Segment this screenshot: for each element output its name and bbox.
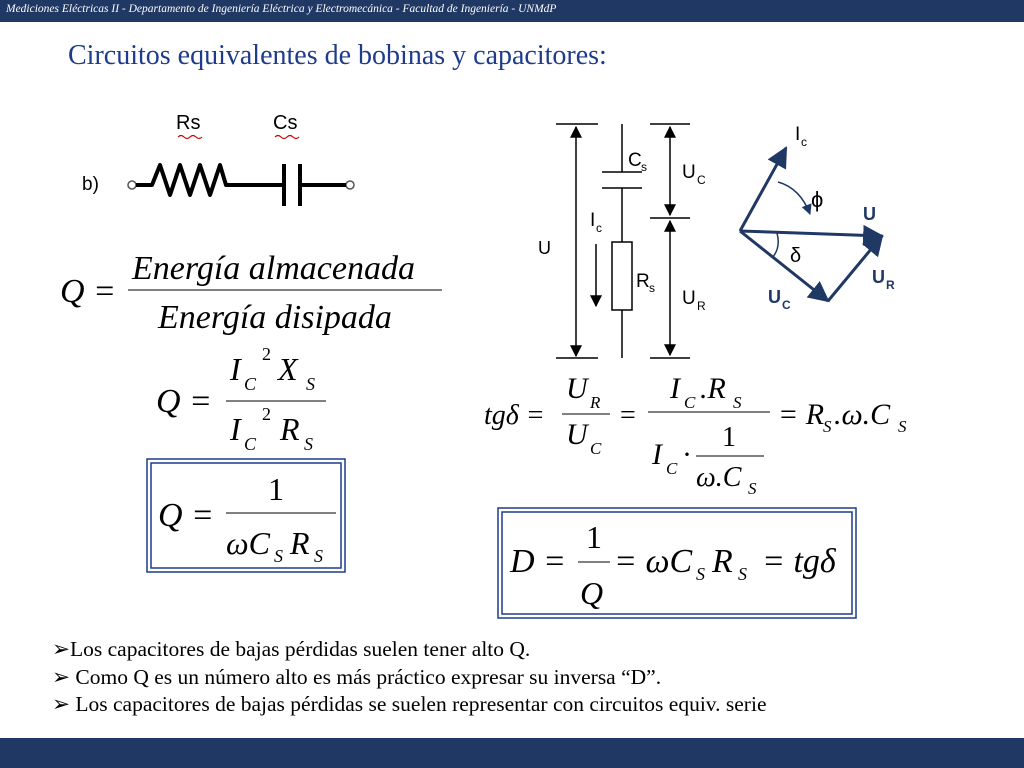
rs-underline: [178, 136, 202, 139]
circuit-label-rs: Rs: [176, 112, 201, 134]
eq2-den-sup: 2: [262, 404, 271, 424]
eq2-num-x: X: [278, 351, 298, 387]
eq4-frac1-den-sub: C: [590, 439, 602, 458]
label-uc-sub: C: [697, 173, 706, 187]
page-title: Circuitos equivalentes de bobinas y capacitores:: [68, 40, 607, 71]
footer-bar: [0, 738, 1024, 768]
eq3-den-omega: ωC: [226, 525, 270, 561]
phasor-uc: [740, 231, 828, 301]
phasor-label-phi: ϕ: [811, 187, 824, 212]
eq4-frac1-num-sub: R: [590, 393, 601, 412]
label-ur-sub: R: [697, 299, 706, 313]
resistor-box: [612, 242, 632, 310]
bullet-text: Los capacitores de bajas pérdidas se suelen representar con circuitos equiv. serie: [75, 692, 767, 716]
eq5-frac-den: Q: [580, 575, 604, 611]
phasor-label-ur-sub: R: [886, 278, 895, 292]
eq4-frac2-den-frac-den-sub: S: [748, 479, 757, 498]
bullet-text: Los capacitores de bajas pérdidas suelen tener alto Q.: [70, 637, 531, 661]
eq5-frac-num: 1: [586, 519, 602, 555]
eq1-lhs: Q =: [60, 273, 116, 310]
eq5-r: R: [712, 543, 733, 580]
eq4-frac2-num-sub: C: [684, 393, 696, 412]
eq4-frac2-den-frac-den: ω.C: [696, 462, 742, 493]
eq2-lhs: Q =: [156, 383, 212, 420]
bullet-item: [52, 691, 767, 719]
eq2-den-r: R: [280, 411, 300, 447]
eq4-frac2-num-rest: .R: [700, 372, 726, 405]
eq-tg-delta: [484, 372, 907, 498]
bullet-arrow-icon: ➢: [52, 637, 71, 661]
terminal-left: [128, 181, 136, 189]
cs-underline: [275, 136, 299, 139]
delta-arc: [772, 233, 778, 258]
eq4-frac2-den-i: I: [652, 438, 662, 471]
eq2-num-i: I: [230, 351, 241, 387]
eq4-rhs-sub1: S: [823, 417, 832, 436]
eq4-frac2-den-i-sub: C: [666, 459, 678, 478]
eq2-num-x-sub: S: [306, 374, 315, 394]
eq4-rhs: = R: [778, 398, 825, 431]
phasor-diagram: [740, 124, 895, 312]
terminal-right: [346, 181, 354, 189]
eq3-den-sub2: S: [314, 546, 323, 566]
eq1-denominator: Energía disipada: [158, 299, 392, 336]
label-uc: U: [682, 162, 696, 183]
circuit-label-cs: Cs: [273, 112, 298, 134]
eq4-eq-sign: =: [620, 400, 636, 431]
eq3-den-r: R: [290, 525, 310, 561]
eq-q-boxed: [147, 459, 345, 572]
bullet-item: [52, 636, 767, 664]
eq4-lhs: tgδ =: [484, 400, 545, 431]
eq5-r-sub: S: [738, 564, 747, 584]
eq1-numerator: Energía almacenada: [132, 250, 415, 287]
phasor-label-uc: U: [768, 287, 781, 307]
phi-arc: [778, 182, 810, 214]
eq2-num-i-sub: C: [244, 374, 257, 394]
phasor-label-ic-sub: c: [801, 135, 807, 149]
bullet-text: Como Q es un número alto es más práctico expresar su inversa “D”.: [75, 664, 662, 689]
eq4-rhs-sub2: S: [898, 417, 907, 436]
phasor-label-ic: I: [795, 124, 801, 145]
eq4-frac2-num: I: [670, 372, 680, 405]
eq2-den-i-sub: C: [244, 434, 257, 454]
circuit-label-b: b): [82, 174, 99, 195]
label-rs: R: [636, 271, 650, 292]
label-ur: U: [682, 288, 696, 309]
label-ic-sub: c: [596, 221, 602, 235]
bullet-arrow-icon: ➢: [52, 664, 76, 689]
eq4-frac1-num: U: [566, 372, 588, 405]
bullet-arrow-icon: ➢: [52, 692, 76, 716]
phasor-label-uc-sub: C: [782, 298, 791, 312]
rc-circuit-diagram: [538, 124, 706, 358]
phasor-label-ur: U: [872, 267, 885, 287]
eq2-den-r-sub: S: [304, 434, 313, 454]
eq-q-energy: [60, 250, 442, 336]
eq5-lhs: D =: [510, 543, 566, 580]
label-cs: C: [628, 150, 642, 171]
label-u: U: [538, 238, 551, 258]
eq5-rhs: = tgδ: [762, 543, 836, 580]
eq4-frac1-den: U: [566, 418, 588, 451]
eq5-mid-sub: S: [696, 564, 705, 584]
eq5-mid: = ωC: [614, 543, 693, 580]
eq2-num-sup: 2: [262, 344, 271, 364]
label-ic: I: [590, 210, 596, 231]
eq4-frac2-den-frac-num: 1: [722, 422, 736, 453]
label-cs-sub: s: [641, 160, 647, 174]
eq2-den-i: I: [230, 411, 241, 447]
eq4-frac2-den-dot: ·: [682, 438, 692, 471]
resistor-symbol: [136, 165, 282, 195]
phasor-u: [740, 231, 882, 236]
eq-q-currents: [156, 344, 326, 454]
series-circuit: [82, 112, 354, 206]
eq-d-boxed: [498, 508, 856, 618]
eq3-numerator: 1: [268, 471, 284, 507]
phasor-label-u: U: [863, 204, 876, 224]
bullet-list: [52, 636, 767, 719]
eq4-rhs-mid: .ω.C: [834, 398, 891, 431]
phasor-ic: [740, 148, 786, 231]
eq3-lhs: Q =: [158, 497, 214, 534]
phasor-label-delta: δ: [790, 245, 802, 267]
header-text: Mediciones Eléctricas II - Departamento de Ingeniería Eléctrica y Electromecánica - Facultad de Ingeniería - UNMdP: [6, 3, 557, 15]
bullet-item: [52, 664, 767, 692]
eq4-frac2-num-rest-sub: S: [733, 393, 742, 412]
label-rs-sub: s: [649, 281, 655, 295]
eq3-den-sub1: S: [274, 546, 283, 566]
